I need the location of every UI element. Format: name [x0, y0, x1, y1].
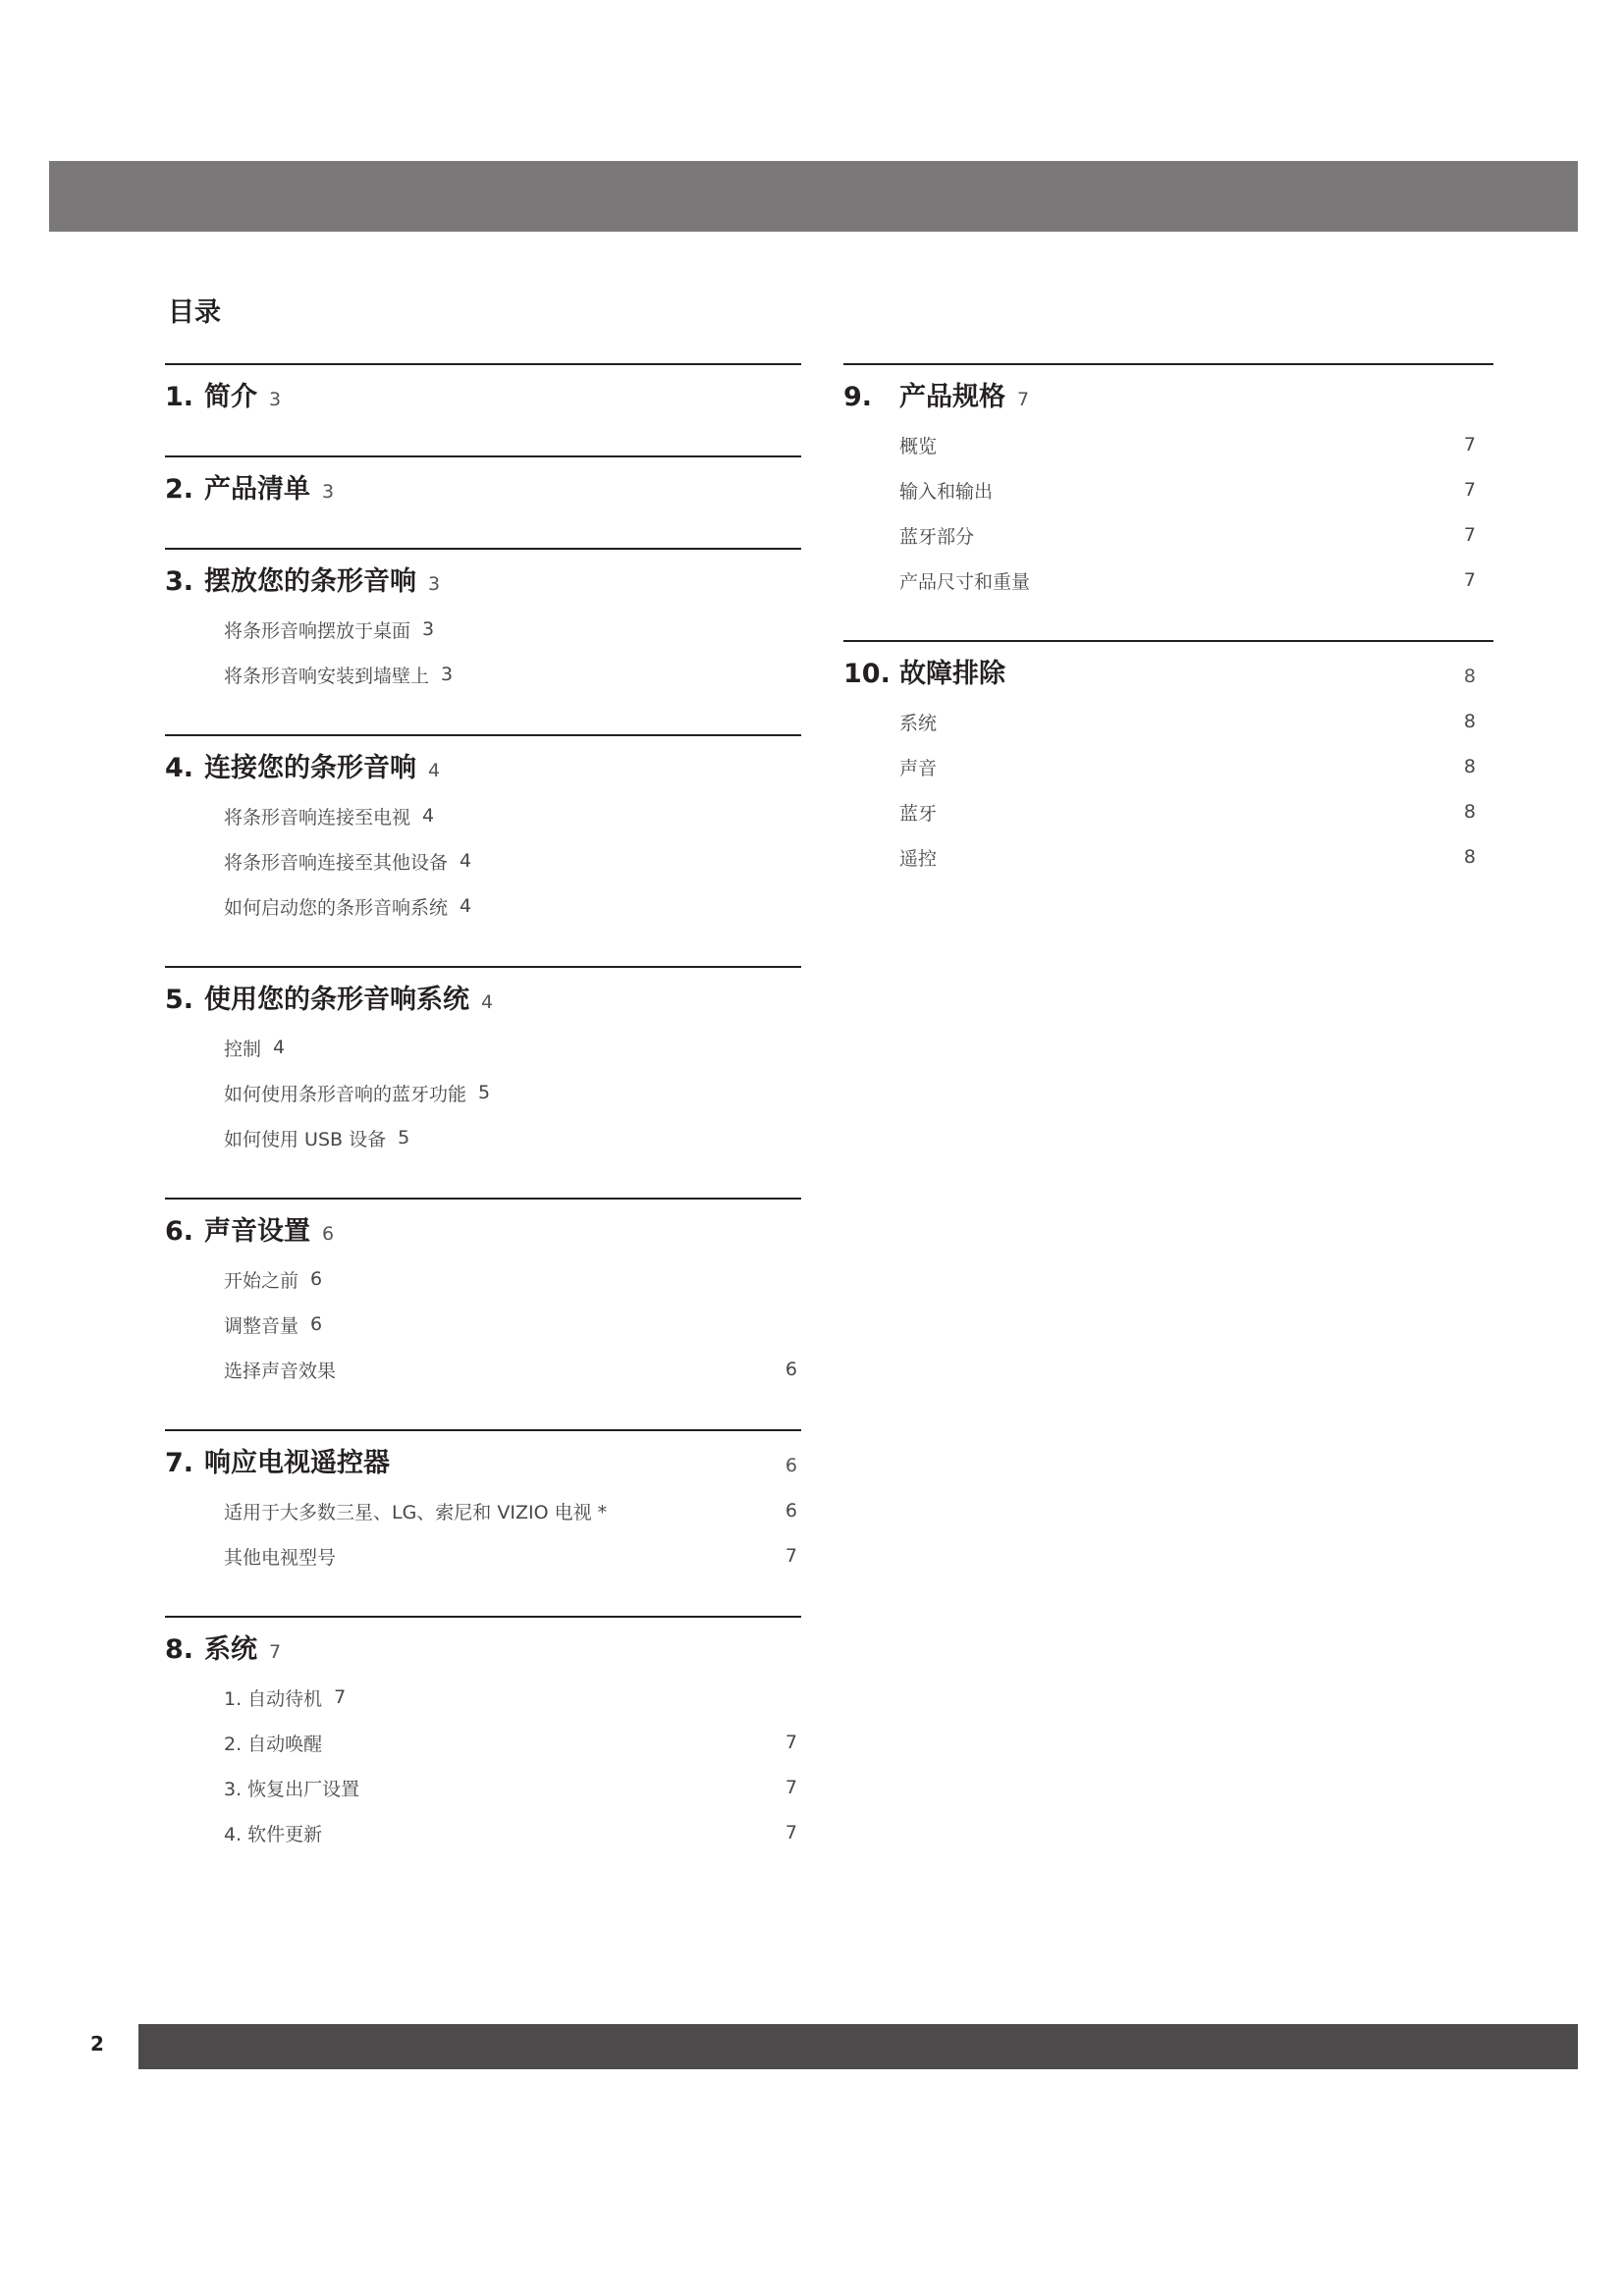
- entry-label: 1. 自动待机: [224, 1687, 323, 1710]
- toc-section-6: [165, 1198, 801, 1396]
- entry-page: 7: [785, 1777, 797, 1798]
- section-number: 5.: [165, 985, 194, 1015]
- toc-title: 目录: [168, 297, 221, 328]
- toc-entry[interactable]: [165, 793, 801, 838]
- entry-page: 8: [1463, 801, 1476, 823]
- toc-entry[interactable]: [843, 699, 1493, 744]
- entry-page: 4: [273, 1037, 286, 1058]
- toc-section-4: [165, 734, 801, 933]
- section-page: 3: [428, 573, 441, 595]
- entry-page: 6: [785, 1500, 797, 1522]
- section-number: 9.: [843, 382, 873, 412]
- toc-entry[interactable]: [843, 744, 1493, 789]
- toc-heading[interactable]: [165, 365, 801, 422]
- toc-entry[interactable]: [165, 1810, 801, 1855]
- section-number: 8.: [165, 1634, 194, 1665]
- section-title: 系统: [204, 1634, 257, 1665]
- section-title: 产品清单: [204, 474, 310, 505]
- entry-page: 7: [1463, 569, 1476, 591]
- toc-entry[interactable]: [165, 1025, 801, 1070]
- entry-label: 遥控: [899, 847, 938, 870]
- entry-label: 输入和输出: [899, 480, 994, 503]
- entry-page: 3: [441, 664, 454, 685]
- section-page: 4: [481, 991, 494, 1013]
- toc-entry[interactable]: [165, 1115, 801, 1160]
- toc-section-9: [843, 363, 1493, 607]
- entry-page: 7: [785, 1732, 797, 1753]
- section-title: 简介: [204, 382, 257, 412]
- section-title: 声音设置: [204, 1216, 310, 1247]
- entry-label: 4. 软件更新: [224, 1823, 323, 1845]
- section-number: 1.: [165, 382, 194, 412]
- entry-label: 将条形音响摆放于桌面: [224, 619, 411, 642]
- section-title: 连接您的条形音响: [204, 753, 416, 783]
- toc-entry[interactable]: [843, 834, 1493, 880]
- toc-entry[interactable]: [165, 883, 801, 929]
- section-page: 7: [1017, 389, 1030, 410]
- toc-section-1: [165, 363, 801, 422]
- toc-entry[interactable]: [843, 422, 1493, 467]
- entry-page: 4: [460, 895, 472, 917]
- toc-section-8: [165, 1616, 801, 1859]
- section-page: 3: [269, 389, 282, 410]
- entry-label: 适用于大多数三星、LG、索尼和 VIZIO 电视 *: [224, 1501, 608, 1523]
- section-number: 2.: [165, 474, 194, 505]
- entry-label: 概览: [899, 435, 938, 457]
- entry-label: 将条形音响连接至其他设备: [224, 851, 449, 874]
- toc-right-column: [843, 363, 1493, 917]
- entry-label: 如何启动您的条形音响系统: [224, 896, 449, 919]
- entry-label: 声音: [899, 757, 938, 779]
- page-number: 2: [90, 2032, 104, 2056]
- toc-section-5: [165, 966, 801, 1164]
- toc-heading[interactable]: [165, 457, 801, 514]
- toc-heading[interactable]: [165, 550, 801, 607]
- section-page: 7: [269, 1641, 282, 1663]
- toc-heading[interactable]: [843, 642, 1493, 699]
- entry-label: 蓝牙: [899, 802, 938, 825]
- entry-label: 控制: [224, 1038, 262, 1060]
- toc-entry[interactable]: [165, 1302, 801, 1347]
- toc-entry[interactable]: [165, 652, 801, 697]
- entry-label: 系统: [899, 712, 938, 734]
- entry-page: 6: [310, 1268, 323, 1290]
- toc-entry[interactable]: [843, 467, 1493, 512]
- entry-page: 8: [1463, 711, 1476, 732]
- section-title: 故障排除: [899, 659, 1005, 689]
- entry-label: 将条形音响连接至电视: [224, 806, 411, 828]
- entry-page: 7: [1463, 524, 1476, 546]
- entry-page: 4: [460, 850, 472, 872]
- header-bar: [49, 161, 1578, 232]
- section-title: 摆放您的条形音响: [204, 566, 416, 597]
- entry-page: 4: [422, 805, 435, 827]
- entry-label: 调整音量: [224, 1314, 299, 1337]
- entry-page: 8: [1463, 846, 1476, 868]
- toc-heading[interactable]: [165, 1618, 801, 1675]
- toc-heading[interactable]: [165, 968, 801, 1025]
- toc-entry[interactable]: [165, 1765, 801, 1810]
- toc-section-7: [165, 1429, 801, 1582]
- toc-entry[interactable]: [165, 838, 801, 883]
- entry-page: 7: [785, 1822, 797, 1843]
- toc-entry[interactable]: [165, 1533, 801, 1578]
- entry-page: 7: [334, 1686, 347, 1708]
- entry-label: 2. 自动唤醒: [224, 1733, 323, 1755]
- entry-page: 8: [1463, 756, 1476, 777]
- toc-entry[interactable]: [165, 1347, 801, 1392]
- section-number: 3.: [165, 566, 194, 597]
- section-number: 7.: [165, 1448, 194, 1478]
- toc-heading[interactable]: [165, 1200, 801, 1256]
- section-number: 10.: [843, 659, 891, 689]
- toc-entry[interactable]: [165, 1256, 801, 1302]
- toc-section-10: [843, 640, 1493, 883]
- toc-entry[interactable]: [843, 558, 1493, 603]
- entry-page: 6: [785, 1359, 797, 1380]
- toc-heading[interactable]: [843, 365, 1493, 422]
- entry-page: 5: [478, 1082, 491, 1103]
- entry-page: 7: [785, 1545, 797, 1567]
- toc-section-2: [165, 455, 801, 514]
- toc-entry[interactable]: [165, 1675, 801, 1720]
- entry-page: 5: [398, 1127, 410, 1148]
- toc-section-3: [165, 548, 801, 701]
- footer-bar: [138, 2024, 1578, 2069]
- section-page: 6: [322, 1223, 335, 1245]
- section-page: 8: [1463, 666, 1476, 687]
- toc-entry[interactable]: [165, 607, 801, 652]
- toc-entry[interactable]: [165, 1488, 801, 1533]
- toc-entry[interactable]: [843, 512, 1493, 558]
- entry-label: 如何使用 USB 设备: [224, 1128, 387, 1150]
- toc-left-column: [165, 363, 801, 1893]
- entry-page: 7: [1463, 434, 1476, 455]
- section-title: 产品规格: [899, 382, 1005, 412]
- entry-label: 如何使用条形音响的蓝牙功能: [224, 1083, 467, 1105]
- entry-label: 将条形音响安装到墙壁上: [224, 665, 430, 687]
- section-page: 6: [785, 1455, 797, 1476]
- entry-label: 蓝牙部分: [899, 525, 975, 548]
- section-title: 响应电视遥控器: [204, 1448, 390, 1478]
- toc-heading[interactable]: [165, 736, 801, 793]
- entry-label: 其他电视型号: [224, 1546, 337, 1569]
- entry-label: 开始之前: [224, 1269, 299, 1292]
- section-number: 6.: [165, 1216, 194, 1247]
- toc-entry[interactable]: [165, 1720, 801, 1765]
- entry-label: 选择声音效果: [224, 1360, 337, 1382]
- entry-label: 产品尺寸和重量: [899, 570, 1031, 593]
- entry-label: 3. 恢复出厂设置: [224, 1778, 360, 1800]
- section-title: 使用您的条形音响系统: [204, 985, 469, 1015]
- entry-page: 6: [310, 1313, 323, 1335]
- section-page: 3: [322, 481, 335, 503]
- section-page: 4: [428, 760, 441, 781]
- toc-entry[interactable]: [165, 1070, 801, 1115]
- entry-page: 3: [422, 618, 435, 640]
- toc-heading[interactable]: [165, 1431, 801, 1488]
- toc-entry[interactable]: [843, 789, 1493, 834]
- section-number: 4.: [165, 753, 194, 783]
- entry-page: 7: [1463, 479, 1476, 501]
